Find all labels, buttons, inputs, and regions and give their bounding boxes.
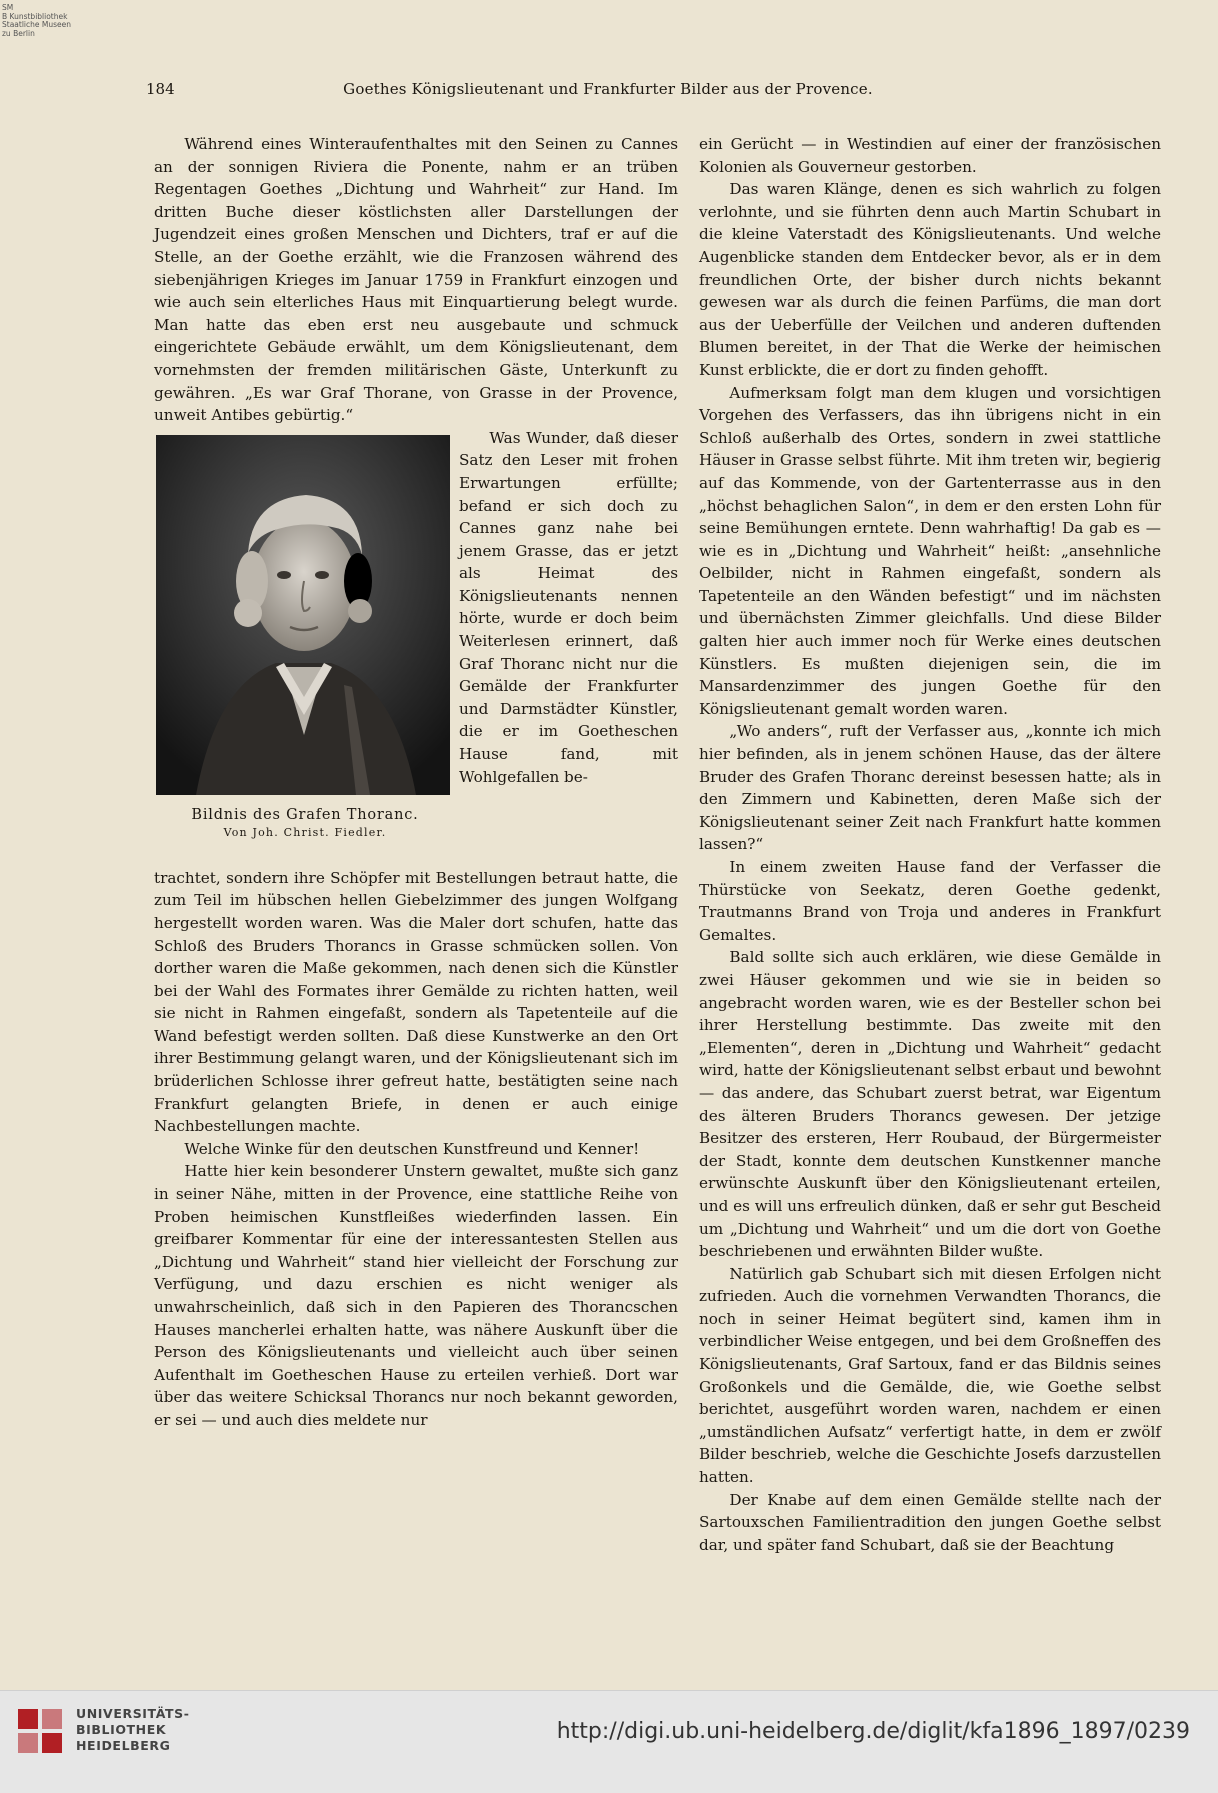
page-header xyxy=(146,80,1070,104)
figure-credit: Von Joh. Christ. Fiedler. xyxy=(223,825,387,839)
running-title: Goethes Königslieutenant und Frankfurter Bilder aus der Provence. xyxy=(343,80,873,98)
paragraph: Hatte hier kein besonderer Unstern gewaltet, mußte sich ganz in seiner Nähe, mitten in der Provence, eine stattliche Reihe von Proben heimischen Kunstfleißes wiederfinden lassen. Ein greifbarer Kommentar für eine der interessantesten Stellen aus „Dichtung und Wahrheit“ stand hier vielleicht der Forschung zur Verfügung, und dazu erschien es nicht weniger als unwahrscheinlich, daß sich in den Papieren des Thorancschen Hauses mancherlei erhalten hatte, was nähere Auskunft über die Person des Königslieutenants und vielleicht auch über seinen Aufenthalt im Goetheschen Hause zu erteilen verhieß. Dort war über das weitere Schicksal Thorancs nur noch bekannt geworden, er sei — und auch dies meldete nur xyxy=(154,1162,678,1429)
paragraph: Bald sollte sich auch erklären, wie diese Gemälde in zwei Häuser gekommen und wie sie in beiden so angebracht worden waren, wie es der Besteller schon bei ihrer Herstellung bestimmte. Das zweite mit den „Elementen“, deren in „Dichtung und Wahrheit“ gedacht wird, hatte der Königslieutenant selbst erbaut und bewohnt — das andere, das Schubart zuerst betrat, war Eigentum des älteren Bruders Thorancs gewesen. Der jetzige Besitzer des ersteren, Herr Roubaud, der Bürgermeister der Stadt, konnte dem deutschen Kunstkenner manche erwünschte Auskunft über den Königslieutenant erteilen, und es will uns erfreulich dünken, daß er sehr gut Bescheid um „Dichtung und Wahrheit“ und um die dort von Goethe beschriebenen und erwähnten Bilder wußte. xyxy=(699,948,1161,1261)
footer-bar xyxy=(0,1690,1218,1793)
paragraph-beside-figure: Was Wunder, daß dieser Satz den Leser mit frohen Erwartungen erfüllte; befand er sich doch zu Cannes ganz nahe bei jenem Grasse, das er jetzt als Heimat des Königslieutenants nennen hörte, wurde er doch beim Weiterlesen erinnert, daß Graf Thoranc nicht nur die Gemälde der Frankfurter und Darmstädter Künstler, die er im Goetheschen Hause fand, mit Wohlgefallen be- xyxy=(459,428,678,786)
paragraph: Aufmerksam folgt man dem klugen und vorsichtigen Vorgehen des Verfassers, das ihn übrigens nicht in ein Schloß außerhalb des Ortes, sondern in zwei stattliche Häuser in Grasse selbst führte. Mit ihm treten wir, begierig auf das Kommende, von der Gartenterrasse aus in den „höchst behaglichen Salon“, in dem er den ersten Lohn für seine Bemühungen erntete. Denn wahrhaftig! Da gab es — wie es in „Dichtung und Wahrheit“ heißt: „ansehnliche Oelbilder, nicht in Rahmen eingefaßt, sondern als Tapetenteile an den Wänden befestigt“ und im nächsten und übernächsten Zimmer gleichfalls. Und diese Bilder galten hier auch immer noch für Werke eines deutschen Künstlers. Es mußten diejenigen sein, die im Mansardenzimmer des jungen Goethe für den Königslieutenant gemalt worden waren. xyxy=(699,383,1161,718)
paragraph: Natürlich gab Schubart sich mit diesen Erfolgen nicht zufrieden. Auch die vornehmen Verwandten Thorancs, die noch in seiner Heimat begütert sind, kamen ihm in verbindlicher Weise entgegen, und bei dem Großneffen des Königslieutenants, Graf Sartoux, fand er das Bildnis seines Großonkels und die Gemälde, die, wie Goethe selbst berichtet, ausgeführt worden waren, nachdem er einen „umständlichen Aufsatz“ verfertigt hatte, in dem er zwölf Bilder beschrieb, welche die Geschichte Josefs darzustellen hatten. xyxy=(699,1264,1161,1487)
stamp-line: B Kunstbibliothek xyxy=(2,11,68,21)
portrait-image xyxy=(156,435,450,795)
paragraph: Der Knabe auf dem einen Gemälde stellte nach der Sartouxschen Familientradition den jungen Goethe selbst dar, und später fand Schubart, daß sie der Beachtung xyxy=(699,1490,1161,1554)
library-name xyxy=(76,1706,190,1754)
page-number: 184 xyxy=(146,80,175,98)
paragraph: „Wo anders“, ruft der Verfasser aus, „konnte ich mich hier befinden, als in jenem schönen Hause, das der ältere Bruder des Grafen Thoranc dereinst besessen hatte; als in den Zimmern und Kabinetten, deren Maße sich der Königslieutenant seiner Zeit nach Frankfurt hatte kommen lassen?“ xyxy=(699,722,1161,854)
paragraph: trachtet, sondern ihre Schöpfer mit Bestellungen betraut hatte, die zum Teil im hübschen hellen Giebelzimmer des jungen Wolfgang hergestellt worden waren. Was die Maler dort schufen, hatte das Schloß des Bruders Thorancs in Grasse schmücken sollen. Von dorther waren die Maße gekommen, nach denen sich die Künstler bei der Wahl des Formates ihrer Gemälde zu richten hatten, weil sie nicht in Rahmen eingefaßt, sondern als Tapetenteile auf die Wand befestigt werden sollten. Daß diese Kunstwerke an den Ort ihrer Bestimmung gelangt waren, und der Königslieutenant sich im brüderlichen Schlosse ihrer gefreut hatte, bestätigten seine nach Frankfurt gelangten Briefe, in denen er auch einige Nachbestellungen machte. xyxy=(154,868,678,1136)
permalink-url[interactable]: http://digi.ub.uni-heidelberg.de/diglit/kfa1896_1897/0239 xyxy=(556,1719,1190,1744)
paragraph: Welche Winke für den deutschen Kunstfreund und Kenner! xyxy=(184,1139,640,1158)
library-name-line: BIBLIOTHEK xyxy=(76,1722,167,1737)
paragraph: Während eines Winteraufenthaltes mit den Seinen zu Cannes an der sonnigen Riviera die Ponente, nahm er an trüben Regentagen Goethes „Dichtung und Wahrheit“ zur Hand. Im dritten Buche dieser köstlichsten aller Darstellungen der Jugendzeit eines großen Menschen und Dichters, traf er auf die Stelle, an der Goethe erzählt, wie die Franzosen während des siebenjährigen Krieges im Januar 1759 in Frankfurt einzogen und wie auch sein elterliches Haus mit Einquartierung belegt wurde. Man hatte das eben erst neu ausgebaute und schmuck eingerichtete Gebäude erwählt, um dem Königslieutenant, dem vornehmsten der fremden militärischen Gäste, Unterkunft zu gewähren. „Es war Graf Thorane, von Grasse in der Provence, unweit Antibes gebürtig.“ xyxy=(154,135,678,425)
paragraph: Das waren Klänge, denen es sich wahrlich zu folgen verlohnte, und sie führten denn auch Martin Schubart in die kleine Vaterstadt des Königslieutenants. Und welche Augenblicke standen dem Entdecker bevor, als er in dem freundlichen Orte, der bisher durch nichts bekannt gewesen war als durch die feinen Parfüms, die man dort aus der Ueberfülle der Veilchen und anderen duftenden Blumen bereitet, in der That die Werke der heimischen Kunst erblickte, die er dort zu finden gehofft. xyxy=(699,180,1161,379)
library-name-line: UNIVERSITÄTS- xyxy=(76,1706,190,1721)
library-name-line: HEIDELBERG xyxy=(76,1738,171,1753)
stamp-line: zu Berlin xyxy=(2,28,35,38)
figure-caption: Bildnis des Grafen Thoranc. xyxy=(191,806,419,823)
paragraph: ein Gerücht — in Westindien auf einer der französischen Kolonien als Gouverneur gestorben. xyxy=(699,135,1161,176)
stamp-line: Staatliche Museen xyxy=(2,20,71,29)
university-library-logo-icon xyxy=(14,1705,66,1757)
stamp-line: SM xyxy=(2,3,14,12)
left-column xyxy=(154,133,678,1432)
right-column xyxy=(699,133,1161,1556)
library-stamp xyxy=(2,4,71,38)
paragraph: In einem zweiten Hause fand der Verfasser die Thürstücke von Seekatz, deren Goethe gedenkt, Trautmanns Brand von Troja und anderes in Frankfurt Gemaltes. xyxy=(699,858,1161,944)
figure-wrap-block xyxy=(154,427,678,867)
portrait-figure xyxy=(154,427,456,841)
